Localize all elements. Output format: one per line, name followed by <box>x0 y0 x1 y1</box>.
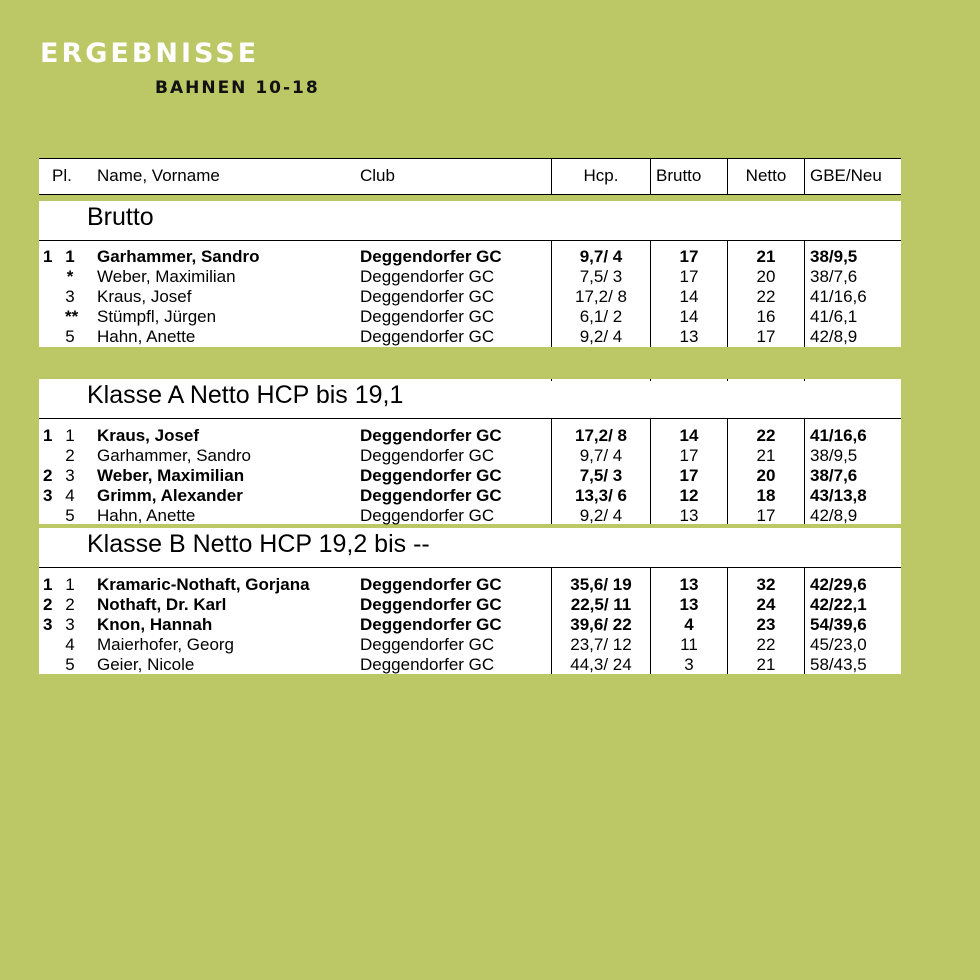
name-cell: Grimm, Alexander <box>97 486 243 505</box>
club-cell: Deggendorfer GC <box>360 575 502 594</box>
club-cell: Deggendorfer GC <box>360 267 495 286</box>
place-cell: 3 <box>65 615 75 634</box>
netto-cell: 17 <box>756 327 776 346</box>
name-cell: Maierhofer, Georg <box>97 635 235 654</box>
netto-cell: 22 <box>756 426 776 445</box>
gbe-cell: 38/7,6 <box>810 267 858 286</box>
hcp-cell: 7,5/ 3 <box>579 466 623 485</box>
brutto-cell: 14 <box>679 426 699 445</box>
page-subtitle: BAHNEN 10-18 <box>155 78 320 98</box>
gbe-cell: 58/43,5 <box>810 655 867 674</box>
netto-cell: 22 <box>756 635 776 654</box>
page-title: ERGEBNISSE <box>40 38 260 69</box>
brutto-cell: 13 <box>679 327 699 346</box>
gbe-cell: 42/8,9 <box>810 506 858 525</box>
hcp-cell: 9,7/ 4 <box>579 446 623 465</box>
table-header <box>39 158 901 195</box>
section-title: Brutto <box>87 203 154 231</box>
place-cell: 3 <box>65 466 75 485</box>
table-row <box>39 655 901 675</box>
rank-cell: 3 <box>43 486 53 505</box>
name-cell: Kraus, Josef <box>97 287 192 306</box>
column-header-gbe: GBE/Neu <box>810 166 882 185</box>
brutto-cell: 17 <box>679 446 699 465</box>
netto-cell: 20 <box>756 267 776 286</box>
column-header-netto: Netto <box>745 166 787 185</box>
club-cell: Deggendorfer GC <box>360 426 502 445</box>
brutto-cell: 11 <box>680 635 698 654</box>
column-header-hcp: Hcp. <box>583 166 619 185</box>
hcp-cell: 23,7/ 12 <box>570 635 632 654</box>
hcp-cell: 7,5/ 3 <box>579 267 623 286</box>
results-table <box>39 418 901 524</box>
place-cell: 2 <box>65 446 75 465</box>
hcp-cell: 13,3/ 6 <box>575 486 627 505</box>
brutto-cell: 4 <box>684 615 694 634</box>
netto-cell: 21 <box>756 247 776 266</box>
name-cell: Stümpfl, Jürgen <box>97 307 217 326</box>
name-cell: Geier, Nicole <box>97 655 195 674</box>
table-row <box>39 615 901 635</box>
brutto-cell: 17 <box>679 466 699 485</box>
name-cell: Garhammer, Sandro <box>97 247 260 266</box>
netto-cell: 16 <box>756 307 776 326</box>
table-row <box>39 486 901 506</box>
name-cell: Knon, Hannah <box>97 615 213 634</box>
netto-cell: 32 <box>756 575 776 594</box>
table-row <box>39 575 901 595</box>
netto-cell: 20 <box>756 466 776 485</box>
section-title-box <box>39 201 901 240</box>
gbe-cell: 42/29,6 <box>810 575 867 594</box>
hcp-cell: 6,1/ 2 <box>579 307 623 326</box>
netto-cell: 23 <box>756 615 776 634</box>
column-header-brutto: Brutto <box>656 166 702 185</box>
club-cell: Deggendorfer GC <box>360 287 495 306</box>
brutto-cell: 17 <box>679 247 699 266</box>
gbe-cell: 42/8,9 <box>810 327 858 346</box>
club-cell: Deggendorfer GC <box>360 595 502 614</box>
section-title: Klasse B Netto HCP 19,2 bis -- <box>87 530 430 558</box>
table-row <box>39 446 901 466</box>
netto-cell: 22 <box>756 287 776 306</box>
table-row <box>39 307 901 327</box>
hcp-cell: 22,5/ 11 <box>570 595 632 614</box>
name-cell: Kramaric-Nothaft, Gorjana <box>97 575 310 594</box>
gbe-cell: 38/9,5 <box>810 247 858 266</box>
club-cell: Deggendorfer GC <box>360 247 502 266</box>
gbe-cell: 45/23,0 <box>810 635 867 654</box>
section-title-box <box>39 379 901 418</box>
results-table <box>39 240 901 347</box>
netto-cell: 17 <box>756 506 776 525</box>
table-row <box>39 466 901 486</box>
name-cell: Hahn, Anette <box>97 506 196 525</box>
brutto-cell: 12 <box>679 486 699 505</box>
place-cell: * <box>66 267 74 286</box>
gbe-cell: 41/16,6 <box>810 426 867 445</box>
club-cell: Deggendorfer GC <box>360 466 502 485</box>
place-cell: ** <box>65 307 79 326</box>
rank-cell: 1 <box>43 575 53 594</box>
results-table <box>39 567 901 674</box>
table-row <box>39 267 901 287</box>
gbe-cell: 42/22,1 <box>810 595 867 614</box>
brutto-cell: 14 <box>679 287 699 306</box>
netto-cell: 24 <box>756 595 776 614</box>
club-cell: Deggendorfer GC <box>360 327 495 346</box>
gbe-cell: 43/13,8 <box>810 486 867 505</box>
name-cell: Kraus, Josef <box>97 426 200 445</box>
name-cell: Hahn, Anette <box>97 327 196 346</box>
place-cell: 1 <box>65 247 75 266</box>
rank-cell: 2 <box>43 595 53 614</box>
name-cell: Weber, Maximilian <box>97 466 245 485</box>
club-cell: Deggendorfer GC <box>360 655 495 674</box>
club-cell: Deggendorfer GC <box>360 446 495 465</box>
rank-cell: 1 <box>43 247 53 266</box>
place-cell: 5 <box>65 327 75 346</box>
column-header-pl: Pl. <box>52 166 72 185</box>
club-cell: Deggendorfer GC <box>360 615 502 634</box>
table-row <box>39 327 901 347</box>
brutto-cell: 13 <box>679 595 699 614</box>
brutto-cell: 17 <box>679 267 699 286</box>
rank-cell: 3 <box>43 615 53 634</box>
section-title: Klasse A Netto HCP bis 19,1 <box>87 381 404 409</box>
netto-cell: 21 <box>756 655 776 674</box>
table-row <box>39 287 901 307</box>
club-cell: Deggendorfer GC <box>360 635 495 654</box>
column-header-name: Name, Vorname <box>97 166 220 185</box>
brutto-cell: 13 <box>679 506 699 525</box>
table-row <box>39 426 901 446</box>
rank-cell: 1 <box>43 426 53 445</box>
club-cell: Deggendorfer GC <box>360 486 502 505</box>
name-cell: Garhammer, Sandro <box>97 446 252 465</box>
section-title-box <box>39 528 901 567</box>
name-cell: Nothaft, Dr. Karl <box>97 595 227 614</box>
hcp-cell: 39,6/ 22 <box>570 615 632 634</box>
netto-cell: 18 <box>756 486 776 505</box>
place-cell: 1 <box>65 575 75 594</box>
table-row <box>39 595 901 615</box>
table-row <box>39 247 901 267</box>
hcp-cell: 17,2/ 8 <box>575 287 627 306</box>
table-row <box>39 506 901 526</box>
place-cell: 5 <box>65 506 75 525</box>
brutto-cell: 14 <box>679 307 699 326</box>
gbe-cell: 54/39,6 <box>810 615 867 634</box>
hcp-cell: 44,3/ 24 <box>570 655 632 674</box>
table-row <box>39 635 901 655</box>
rank-cell: 2 <box>43 466 53 485</box>
gbe-cell: 41/6,1 <box>810 307 858 326</box>
gbe-cell: 41/16,6 <box>810 287 867 306</box>
place-cell: 3 <box>65 287 75 306</box>
name-cell: Weber, Maximilian <box>97 267 236 286</box>
hcp-cell: 9,2/ 4 <box>579 506 623 525</box>
netto-cell: 21 <box>756 446 776 465</box>
brutto-cell: 13 <box>679 575 699 594</box>
place-cell: 2 <box>65 595 75 614</box>
brutto-cell: 3 <box>684 655 694 674</box>
hcp-cell: 35,6/ 19 <box>570 575 632 594</box>
club-cell: Deggendorfer GC <box>360 307 495 326</box>
place-cell: 5 <box>65 655 75 674</box>
hcp-cell: 9,2/ 4 <box>579 327 623 346</box>
hcp-cell: 17,2/ 8 <box>575 426 627 445</box>
place-cell: 4 <box>65 635 75 654</box>
gbe-cell: 38/7,6 <box>810 466 858 485</box>
club-cell: Deggendorfer GC <box>360 506 495 525</box>
gbe-cell: 38/9,5 <box>810 446 858 465</box>
place-cell: 4 <box>65 486 75 505</box>
hcp-cell: 9,7/ 4 <box>579 247 623 266</box>
place-cell: 1 <box>65 426 75 445</box>
column-header-club: Club <box>360 166 395 185</box>
